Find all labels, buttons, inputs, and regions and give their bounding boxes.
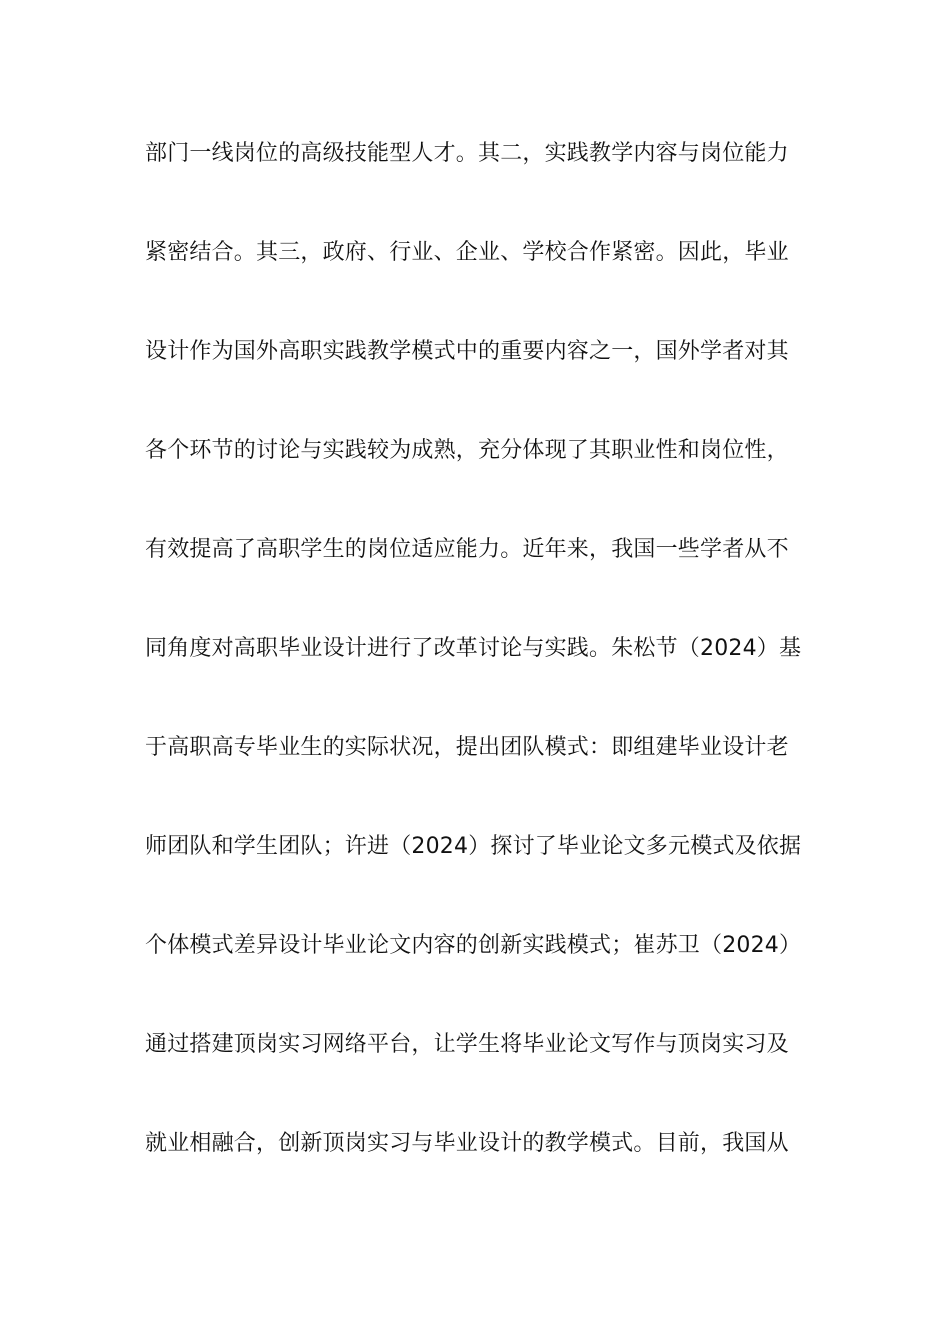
text-line-4: 各个环节的讨论与实践较为成熟，充分体现了其职业性和岗位性， bbox=[145, 438, 789, 463]
text-line-1: 部门一线岗位的高级技能型人才。其二，实践教学内容与岗位能力 bbox=[145, 141, 789, 166]
text-line-8: 师团队和学生团队；许进（2024）探讨了毕业论文多元模式及依据 bbox=[145, 834, 802, 859]
text-line-11: 就业相融合，创新顶岗实习与毕业设计的教学模式。目前，我国从 bbox=[145, 1131, 789, 1156]
text-line-10: 通过搭建顶岗实习网络平台，让学生将毕业论文写作与顶岗实习及 bbox=[145, 1032, 789, 1057]
text-line-6: 同角度对高职毕业设计进行了改革讨论与实践。朱松节（2024）基 bbox=[145, 636, 802, 661]
text-line-2: 紧密结合。其三，政府、行业、企业、学校合作紧密。因此，毕业 bbox=[145, 240, 789, 265]
text-line-3: 设计作为国外高职实践教学模式中的重要内容之一，国外学者对其 bbox=[145, 339, 789, 364]
body-text bbox=[145, 124, 810, 1213]
text-line-9: 个体模式差异设计毕业论文内容的创新实践模式；崔苏卫（2024） bbox=[145, 933, 802, 958]
text-line-5: 有效提高了高职学生的岗位适应能力。近年来，我国一些学者从不 bbox=[145, 537, 789, 562]
text-line-7: 于高职高专毕业生的实际状况，提出团队模式：即组建毕业设计老 bbox=[145, 735, 789, 760]
